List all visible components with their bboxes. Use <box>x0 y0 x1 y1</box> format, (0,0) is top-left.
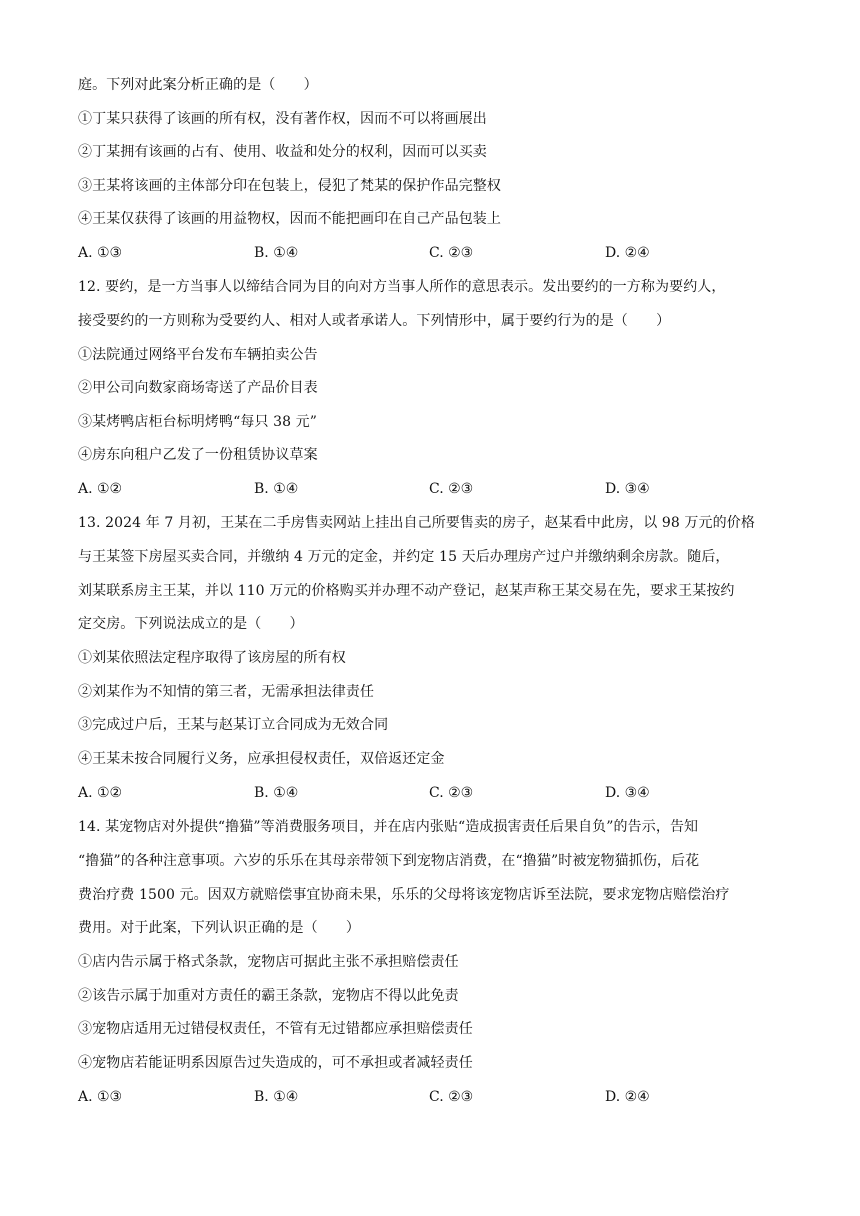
q13-option-a: A. ①② <box>78 785 123 801</box>
q11-option-a: A. ①③ <box>78 245 123 261</box>
q13-stem-line-4: 定交房。下列说法成立的是（ ） <box>78 616 304 632</box>
q14-option-c: C. ②③ <box>429 1089 474 1105</box>
q12-stem-line-1: 12. 要约，是一方当事人以缔结合同为目的向对方当事人所作的意思表示。发出要约的一方称为要约人， <box>78 279 726 295</box>
q14-item-3: ③宠物店适用无过错侵权责任，不管有无过错都应承担赔偿责任 <box>78 1021 473 1037</box>
q11-option-d: D. ②④ <box>605 245 650 261</box>
q14-option-a: A. ①③ <box>78 1089 123 1105</box>
q11-item-4: ④王某仅获得了该画的用益物权，因而不能把画印在自己产品包装上 <box>78 211 501 227</box>
q13-item-1: ①刘某依照法定程序取得了该房屋的所有权 <box>78 650 346 666</box>
q13-option-b: B. ①④ <box>254 785 299 801</box>
q11-item-1: ①丁某只获得了该画的所有权，没有著作权，因而不可以将画展出 <box>78 111 487 127</box>
q14-item-4: ④宠物店若能证明系因原告过失造成的，可不承担或者减轻责任 <box>78 1055 473 1071</box>
q14-item-1: ①店内告示属于格式条款，宠物店可据此主张不承担赔偿责任 <box>78 954 459 970</box>
q14-stem-line-3: 费治疗费 1500 元。因双方就赔偿事宜协商未果，乐乐的父母将该宠物店诉至法院，要求宠物店赔偿治疗 <box>78 887 730 903</box>
q13-item-4: ④王某未按合同履行义务，应承担侵权责任，双倍返还定金 <box>78 751 445 767</box>
q14-options <box>78 1087 783 1107</box>
q14-stem-line-4: 费用。对于此案，下列认识正确的是（ ） <box>78 920 360 936</box>
q11-item-2: ②丁某拥有该画的占有、使用、收益和处分的权利，因而可以买卖 <box>78 144 487 160</box>
q13-stem-line-1: 13. 2024 年 7 月初，王某在二手房售卖网站上挂出自己所要售卖的房子，赵某看中此房，以 98 万元的价格 <box>78 515 755 531</box>
q12-item-4: ④房东向租户乙发了一份租赁协议草案 <box>78 447 318 463</box>
q13-options <box>78 783 783 803</box>
q11-item-3: ③王某将该画的主体部分印在包装上，侵犯了梵某的保护作品完整权 <box>78 178 501 194</box>
q11-option-c: C. ②③ <box>429 245 474 261</box>
q14-item-2: ②该告示属于加重对方责任的霸王条款，宠物店不得以此免责 <box>78 988 459 1004</box>
q13-stem-line-2: 与王某签下房屋买卖合同，并缴纳 4 万元的定金，并约定 15 天后办理房产过户并缴纳剩余房款。随后， <box>78 549 730 565</box>
q13-item-3: ③完成过户后，王某与赵某订立合同成为无效合同 <box>78 717 389 733</box>
q12-item-2: ②甲公司向数家商场寄送了产品价目表 <box>78 380 318 396</box>
q12-option-d: D. ③④ <box>605 481 650 497</box>
q12-option-c: C. ②③ <box>429 481 474 497</box>
q11-stem-tail: 庭。下列对此案分析正确的是（ ） <box>78 77 318 93</box>
q14-stem-line-2: “撸猫”的各种注意事项。六岁的乐乐在其母亲带领下到宠物店消费，在“撸猫”时被宠物猫抓伤，后花 <box>78 853 700 869</box>
q12-options <box>78 479 783 499</box>
q12-item-1: ①法院通过网络平台发布车辆拍卖公告 <box>78 347 318 363</box>
q11-options <box>78 243 783 263</box>
q14-option-d: D. ②④ <box>605 1089 650 1105</box>
q12-stem-line-2: 接受要约的一方则称为受要约人、相对人或者承诺人。下列情形中，属于要约行为的是（ ） <box>78 313 671 329</box>
q14-stem-line-1: 14. 某宠物店对外提供“撸猫”等消费服务项目，并在店内张贴“造成损害责任后果自负”的告示，告知 <box>78 819 699 835</box>
q13-option-c: C. ②③ <box>429 785 474 801</box>
q12-option-b: B. ①④ <box>254 481 299 497</box>
q14-option-b: B. ①④ <box>254 1089 299 1105</box>
q13-option-d: D. ③④ <box>605 785 650 801</box>
q12-option-a: A. ①② <box>78 481 123 497</box>
q13-item-2: ②刘某作为不知情的第三者，无需承担法律责任 <box>78 684 375 700</box>
q12-item-3: ③某烤鸭店柜台标明烤鸭“每只 38 元” <box>78 414 318 430</box>
q13-stem-line-3: 刘某联系房主王某，并以 110 万元的价格购买并办理不动产登记，赵某声称王某交易在先，要求王某按约 <box>78 583 735 599</box>
q11-option-b: B. ①④ <box>254 245 299 261</box>
